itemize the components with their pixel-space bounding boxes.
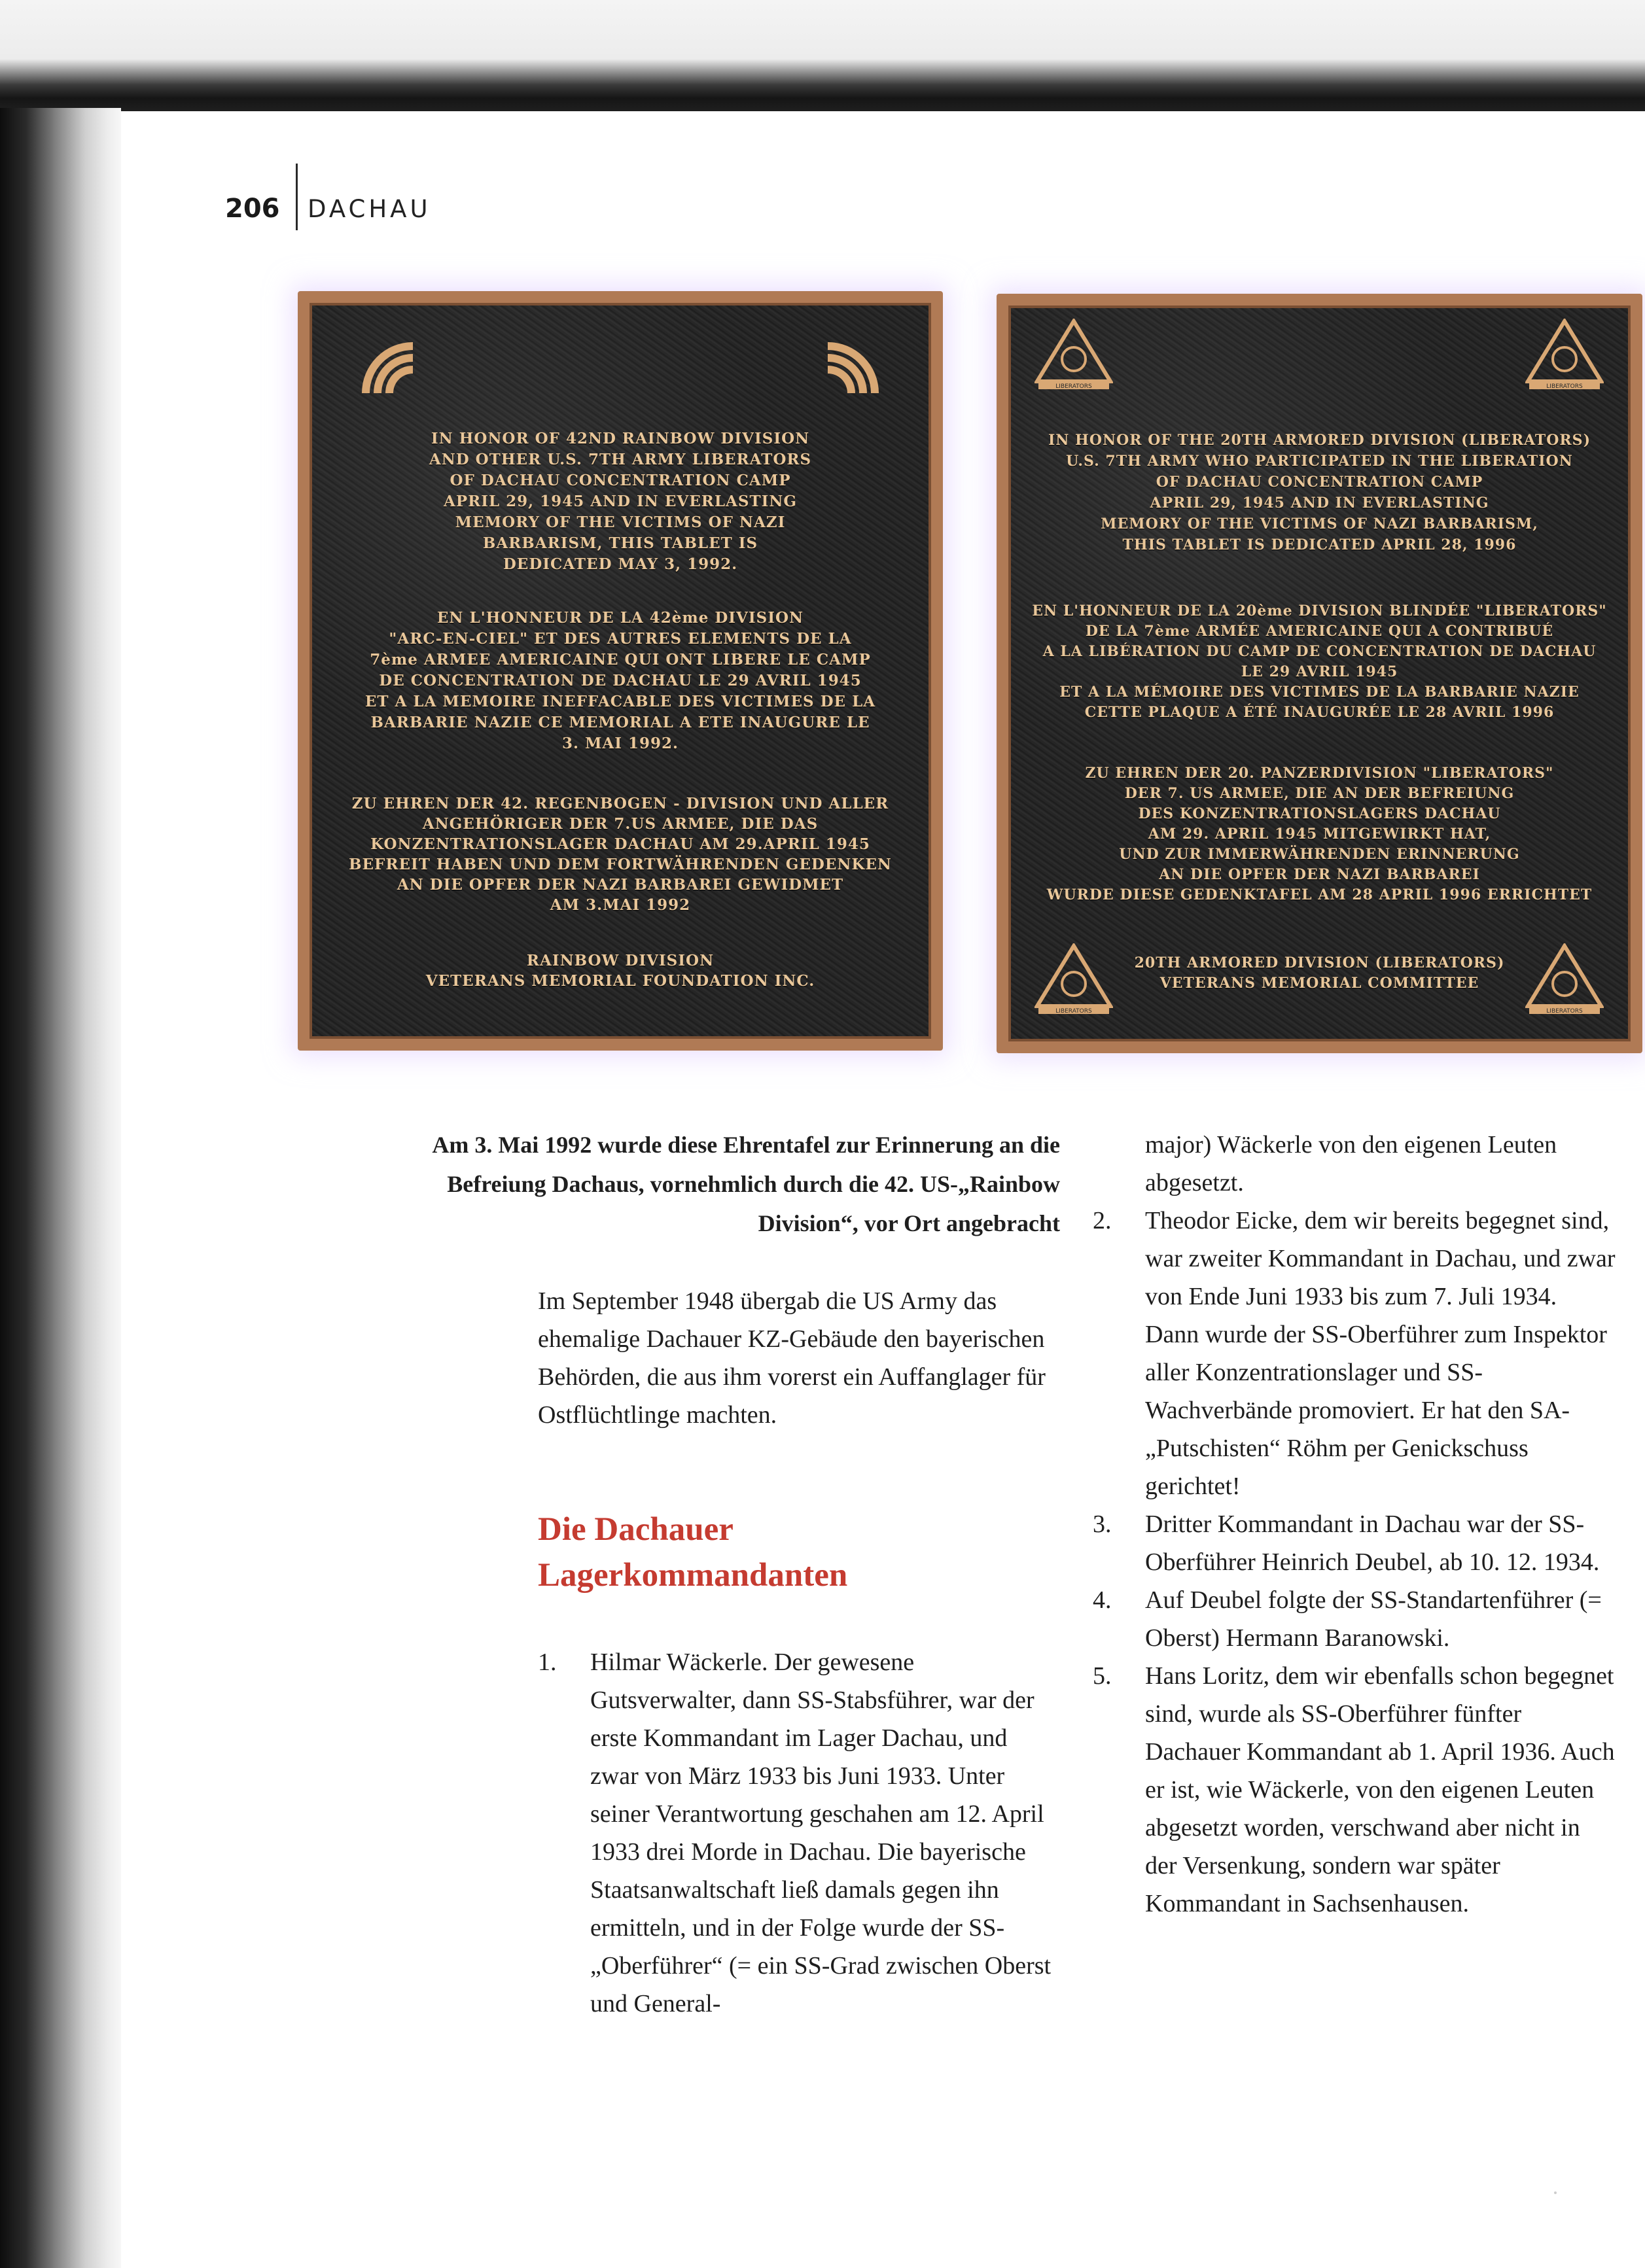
list-item-text: Theodor Eicke, dem wir bereits begegnet sind, war zweiter Kommandant in Dachau, und zwar von Ende Juni 1933 bis zum 7. Juli 1934. Dann wurde der SS-Oberführer zum Inspektor aller Konzentrationslager und SS-Wachverbände promoviert. Er hat den SA-„Putschisten“ Röhm per Genickschuss gerichtet! xyxy=(1145,1207,1616,1500)
svg-text:LIBERATORS: LIBERATORS xyxy=(1055,1008,1092,1015)
list-number: 4. xyxy=(1093,1586,1112,1614)
svg-text:LIBERATORS: LIBERATORS xyxy=(1055,383,1092,390)
armored-division-badge-icon xyxy=(1035,319,1113,391)
header-divider xyxy=(296,164,298,230)
page-number: 206 xyxy=(225,194,280,224)
list-number: 5. xyxy=(1093,1662,1112,1690)
scan-speck xyxy=(1554,2191,1557,2194)
rainbow-emblem-icon xyxy=(355,336,413,393)
list-item-text: Auf Deubel folgte der SS-Standartenführer (= Oberst) Hermann Baranowski. xyxy=(1145,1586,1602,1652)
list-item-text: Dritter Kommandant in Dachau war der SS-Oberführer Heinrich Deubel, ab 10. 12. 1934. xyxy=(1145,1510,1600,1576)
list-item xyxy=(1093,1581,1616,1657)
plaque-text-german: ZU EHREN DER 42. REGENBOGEN - DIVISION UND ALLER ANGEHÖRIGER DER 7.US ARMEE, DIE DAS KONZENTRATIONSLAGER DACHAU AM 29.APRIL 1945 BEFREIT HABEN UND DEM FORTWÄHRENDEN GEDENKEN AN DIE OPFER DER NAZI BARBAREI GEWIDMET AM 3.MAI 1992 xyxy=(349,795,892,914)
list-number: 3. xyxy=(1093,1510,1112,1538)
plaque-text-english: IN HONOR OF 42ND RAINBOW DIVISION AND OTHER U.S. 7TH ARMY LIBERATORS OF DACHAU CONCENTRATION CAMP APRIL 29, 1945 AND IN EVERLASTING MEMORY OF THE VICTIMS OF NAZI BARBARISM, THIS TABLET IS DEDICATED MAY 3, 1992. xyxy=(429,430,812,573)
list-number: 2. xyxy=(1093,1207,1112,1234)
list-item xyxy=(1093,1202,1616,1505)
rainbow-emblem-icon xyxy=(828,336,885,393)
commandant-list-left xyxy=(538,1643,1055,2023)
list-number: 1. xyxy=(538,1649,557,1676)
plaque-text-german: ZU EHREN DER 20. PANZERDIVISION "LIBERATORS" DER 7. US ARMEE, DIE AN DER BEFREIUNG DES KONZENTRATIONSLAGERS DACHAU AM 29. APRIL 1945 MITGEWIRKT HAT, UND ZUR IMMERWÄHRENDEN ERINNERUNG AN DIE OPFER DER NAZI BARBAREI WURDE DIESE GEDENKTAFEL AM 28 APRIL 1996 ERRICHTET xyxy=(1046,765,1593,903)
commandant-list-right xyxy=(1093,1126,1616,1923)
list-item-continuation: major) Wäckerle von den eigenen Leuten abgesetzt. xyxy=(1145,1131,1557,1196)
running-title: DACHAU xyxy=(308,195,431,223)
plaque-photo-20th-armored xyxy=(997,294,1642,1053)
armored-division-badge-icon xyxy=(1525,319,1604,391)
plaque-footer: RAINBOW DIVISION VETERANS MEMORIAL FOUNDATION INC. xyxy=(425,952,815,990)
svg-text:LIBERATORS: LIBERATORS xyxy=(1546,383,1583,390)
plaque-text-french: EN L'HONNEUR DE LA 42ème DIVISION "ARC-EN-CIEL" ET DES AUTRES ELEMENTS DE LA 7ème ARMEE AMERICAINE QUI ONT LIBERE LE CAMP DE CONCENTRATION DE DACHAU LE 29 AVRIL 1945 ET A LA MEMOIRE INEFFACABLE DES VICTIMES DE LA BARBARIE NAZIE CE MEMORIAL A ETE INAUGURE LE 3. MAI 1992. xyxy=(364,609,876,752)
plaque-text-english: IN HONOR OF THE 20TH ARMORED DIVISION (LIBERATORS) U.S. 7TH ARMY WHO PARTICIPATED IN THE LIBERATION OF DACHAU CONCENTRATION CAMP APRIL 29, 1945 AND IN EVERLASTING MEMORY OF THE VICTIMS OF NAZI BARBARISM, THIS TABLET IS DEDICATED APRIL 28, 1996 xyxy=(1048,432,1591,553)
photo-caption: Am 3. Mai 1992 wurde diese Ehrentafel zur Erinnerung an die Befreiung Dachaus, vornehmlich durch die 42. US-„Rainbow Division“, vor Ort angebracht xyxy=(432,1132,1060,1236)
section-heading: Die Dachauer Lagerkommandanten xyxy=(538,1511,848,1594)
scan-edge-left xyxy=(0,108,121,2268)
plaque-footer: 20TH ARMORED DIVISION (LIBERATORS) VETERANS MEMORIAL COMMITTEE xyxy=(1134,954,1505,992)
scan-edge-top xyxy=(0,0,1645,111)
list-item-text: Hans Loritz, dem wir ebenfalls schon begegnet sind, wurde als SS-Oberführer fünfter Dachauer Kommandant ab 1. April 1936. Auch er ist, wie Wäckerle, von den eigenen Leuten abgesetzt worden, verschwand aber nicht in der Versenkung, sondern war später Kommandant in Sachsenhausen. xyxy=(1145,1662,1615,1917)
list-item xyxy=(1093,1657,1616,1923)
intro-paragraph: Im September 1948 übergab die US Army das ehemalige Dachauer KZ-Gebäude den bayerischen Behörden, die aus ihm vorerst ein Auffanglager für Ostflüchtlinge machten. xyxy=(538,1287,1046,1429)
svg-text:LIBERATORS: LIBERATORS xyxy=(1546,1008,1583,1015)
list-item-text: Hilmar Wäckerle. Der gewesene Gutsverwalter, dann SS-Stabsführer, war der erste Kommandant im Lager Dachau, und zwar von März 1933 bis Juni 1933. Unter seiner Verantwortung geschahen am 12. April 1933 drei Morde in Dachau. Die bayerische Staatsanwaltschaft ließ damals gegen ihn ermitteln, und in der Folge wurde der SS-„Oberführer“ (= ein SS-Grad zwischen Oberst und General- xyxy=(590,1649,1052,2017)
list-item xyxy=(538,1643,1055,2023)
plaque-text-french: EN L'HONNEUR DE LA 20ème DIVISION BLINDÉE "LIBERATORS" DE LA 7ème ARMÉE AMERICAINE QUI A CONTRIBUÉ A LA LIBÉRATION DU CAMP DE CONCENTRATION DE DACHAU LE 29 AVRIL 1945 ET A LA MÉMOIRE DES VICTIMES DE LA BARBARIE NAZIE CETTE PLAQUE A ÉTÉ INAUGURÉE LE 28 AVRIL 1996 xyxy=(1032,602,1607,721)
list-item xyxy=(1093,1505,1616,1581)
plaque-photo-rainbow-division xyxy=(298,291,943,1051)
